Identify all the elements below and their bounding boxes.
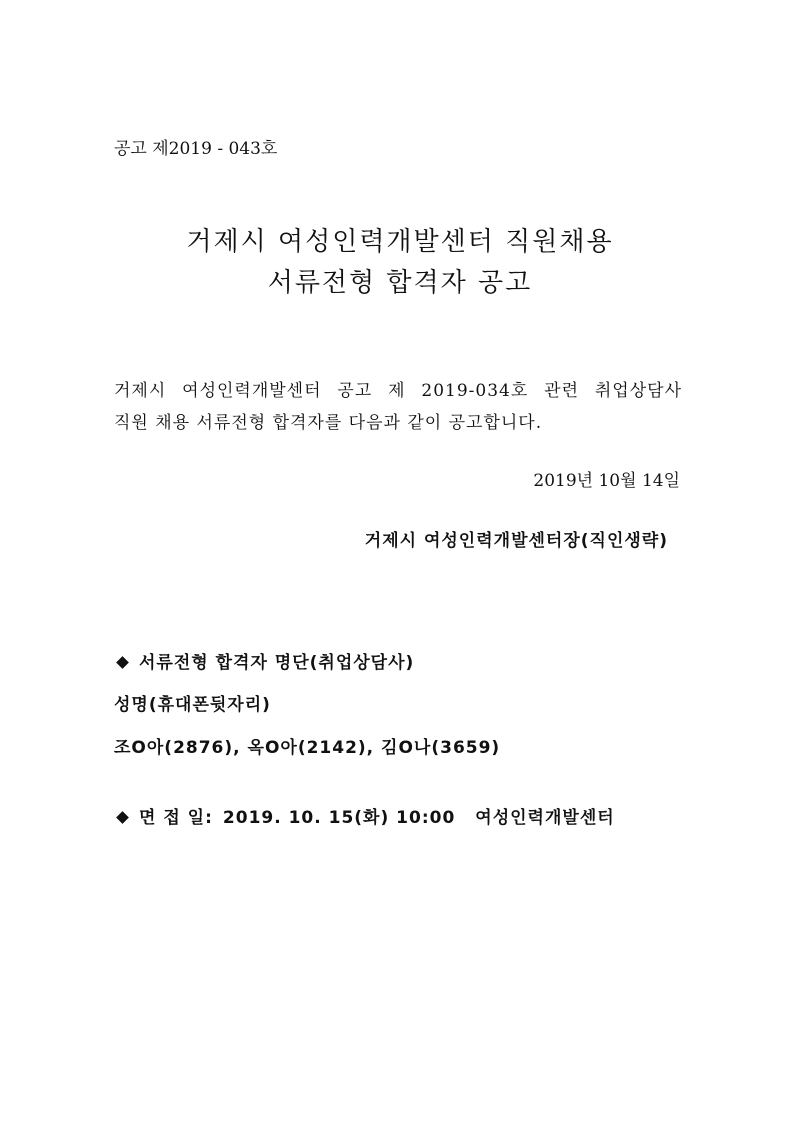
- diamond-bullet-icon: [116, 656, 129, 669]
- notice-number: 공고 제2019 - 043호: [114, 139, 278, 159]
- interview-date-line: [114, 803, 615, 828]
- section-passers-names: 조O아(2876), 옥O아(2142), 김O나(3659): [114, 738, 501, 758]
- interview-date-label: 면 접 일:: [139, 808, 213, 828]
- announcement-date: 2019년 10월 14일: [533, 471, 680, 491]
- section-passers-heading: [114, 648, 414, 673]
- section-passers-subheading: 성명(휴대폰뒷자리): [114, 695, 271, 715]
- interview-date-value: 2019. 10. 15(화) 10:00: [222, 808, 456, 828]
- interview-place: 여성인력개발센터: [475, 808, 615, 828]
- document-title-line-2: 서류전형 합격자 공고: [267, 268, 533, 298]
- section-passers-heading-text: 서류전형 합격자 명단(취업상담사): [139, 653, 415, 673]
- body-text-line-2: 직원 채용 서류전형 합격자를 다음과 같이 공고합니다.: [114, 413, 543, 433]
- body-text-line-1: 거제시 여성인력개발센터 공고 제 2019-034호 관련 취업상담사: [114, 381, 682, 401]
- signer: 거제시 여성인력개발센터장(직인생략): [364, 531, 668, 551]
- diamond-bullet-icon: [116, 811, 129, 824]
- document-title-line-1: 거제시 여성인력개발센터 직원채용: [186, 227, 614, 257]
